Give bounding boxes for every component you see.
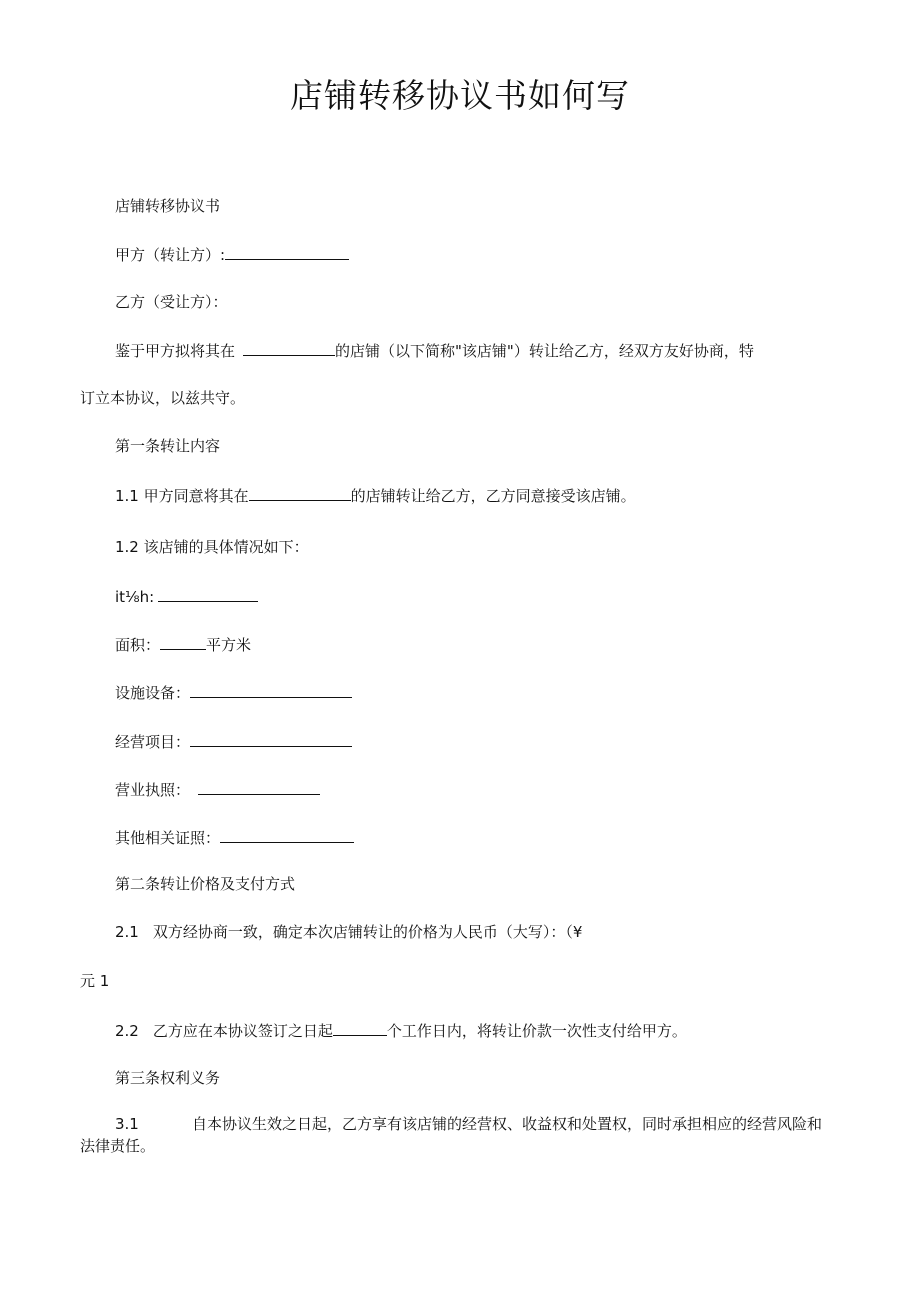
- party-b-label: 乙方（受让方）：: [115, 293, 228, 311]
- area-unit: 平方米: [206, 636, 252, 654]
- party-b-line: [115, 292, 228, 312]
- preamble-text-b: 的店铺（以下简称"该店铺"）转让给乙方，经双方友好协商，特: [335, 342, 754, 360]
- preamble-text-a: 鉴于甲方拟将其在: [115, 342, 236, 360]
- business-label: 经营项目：: [115, 733, 191, 751]
- clause-3-1-number: 3.1: [115, 1115, 139, 1133]
- clause-3-1: [80, 1113, 830, 1157]
- clause-1-1-text-a: 1.1 甲方同意将其在: [115, 487, 249, 505]
- area-label: 面积：: [115, 636, 161, 654]
- clause-1-1-blank[interactable]: [249, 485, 351, 501]
- preamble-line-1: [115, 340, 754, 361]
- clause-2-1-text: 双方经协商一致，确定本次店铺转让的价格为人民币（大写）：（¥: [152, 923, 583, 941]
- article-3-title: 第三条权利义务: [115, 1069, 221, 1087]
- clause-1-1-text-b: 的店铺转让给乙方，乙方同意接受该店铺。: [350, 487, 636, 505]
- party-a-line: [115, 244, 349, 265]
- other-certs-label: 其他相关证照：: [115, 829, 221, 847]
- clause-2-2-text-b: 个工作日内，将转让价款一次性支付给甲方。: [386, 1022, 687, 1040]
- facilities-label: 设施设备：: [115, 684, 191, 702]
- facilities-blank[interactable]: [190, 682, 352, 698]
- clause-2-1: [115, 922, 582, 942]
- clause-2-2-days-blank[interactable]: [333, 1020, 387, 1036]
- other-certs-blank[interactable]: [220, 827, 354, 843]
- clause-2-2-text-a: 乙方应在本协议签订之日起: [152, 1022, 333, 1040]
- party-a-label: 甲方（转让方）:: [115, 246, 226, 264]
- address-label: it⅛h:: [115, 588, 155, 606]
- area-blank[interactable]: [160, 634, 206, 650]
- license-blank[interactable]: [198, 779, 320, 795]
- clause-2-2: [115, 1020, 687, 1041]
- document-title: 店铺转移协议书如何写: [290, 76, 630, 115]
- subtitle: 店铺转移协议书: [115, 197, 221, 215]
- business-line: [115, 731, 352, 752]
- facilities-line: [115, 682, 352, 703]
- area-line: [115, 634, 251, 655]
- clause-2-1-continuation: 元 1: [80, 972, 110, 990]
- clause-2-2-number: 2.2: [115, 1022, 139, 1040]
- license-label: 营业执照：: [115, 781, 191, 799]
- license-line: [115, 779, 320, 800]
- address-blank[interactable]: [158, 586, 258, 602]
- clause-1-1: [115, 485, 636, 506]
- article-2-title: 第二条转让价格及支付方式: [115, 875, 296, 893]
- clause-1-2: 1.2 该店铺的具体情况如下：: [115, 538, 309, 556]
- party-a-blank[interactable]: [225, 244, 349, 260]
- preamble-line-2: 订立本协议，以兹共守。: [80, 389, 246, 407]
- article-1-title: 第一条转让内容: [115, 437, 221, 455]
- preamble-location-blank[interactable]: [243, 340, 335, 356]
- other-certs-line: [115, 827, 354, 848]
- clause-2-1-number: 2.1: [115, 923, 139, 941]
- address-line: [115, 586, 258, 607]
- clause-3-1-text: 自本协议生效之日起，乙方享有该店铺的经营权、收益权和处置权，同时承担相应的经营风险和法律责任。: [80, 1115, 823, 1155]
- business-blank[interactable]: [190, 731, 352, 747]
